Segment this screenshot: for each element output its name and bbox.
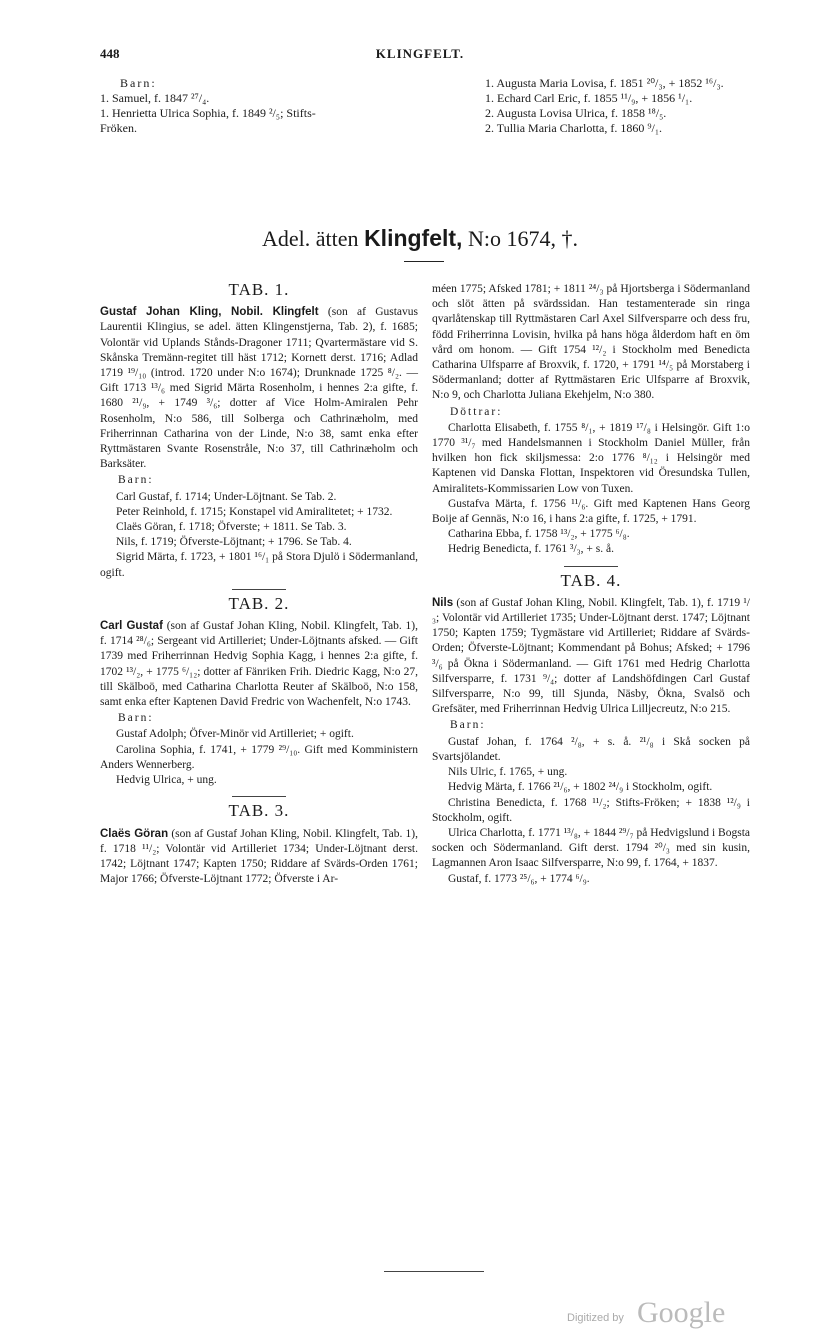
tab3-heading: TAB. 3. xyxy=(228,801,290,821)
tab1-body xyxy=(100,305,418,472)
watermark-digitized: Digitized by xyxy=(567,1312,624,1324)
list-item: 2. Tullia Maria Charlotta, f. 1860 ⁹/₁. xyxy=(485,121,663,135)
bottom-rule xyxy=(384,1271,484,1272)
tab3-name: Claës Göran xyxy=(100,827,169,840)
family-prefix: Adel. ätten xyxy=(262,226,359,251)
list-item: Hedvig Ulrica, + ung. xyxy=(116,774,217,787)
list-item: 1. Echard Carl Eric, f. 1855 ¹¹/₉, + 1856 ¹/₁. xyxy=(485,91,693,105)
tab1-text: (son af Gustavus Laurentii Klingius, se adel. ätten Klingenstjerna, Tab. 2), f. 1685; Volontär vid Uplands Stånds-Dragoner 1711; Qvartermästare vid S. Skånska Tremänn-regitet till häst 1712; Kornett derst. 1716; Adlad 1719 ¹⁹/₁₀ (introd. 1720 under N:o 1674); Drunknade 1725 ⁸/₂. — Gift 1713 ¹³/₆ med Sigrid Märta Rosenholm, i hennes 2:a gifte, f. 1680 ²¹/₉, + 1749 ³/₆; dotter af Vice Holm-Amiralen Pehr Rosenholm, N:o 586, till Solberga och Cathrinæholm, med Friherrinnan Catharina von der Linde, N:o 38, samt enka efter Ryttmästaren Svante Rosenstråle, N:o 37, till Cathrinæholm och Barksäter. xyxy=(100,306,419,471)
list-item: Hedvig Märta, f. 1766 ²¹/₆, + 1802 ²⁴/₉ i Stockholm, ogift. xyxy=(448,781,713,794)
tab4-heading: TAB. 4. xyxy=(560,570,622,590)
list-item: 1. Augusta Maria Lovisa, f. 1851 ²⁰/₃, + 1852 ¹⁶/₃. xyxy=(485,76,724,90)
top-right-list xyxy=(485,76,750,136)
tab2-text: (son af Gustaf Johan Kling, Nobil. Klingfelt, Tab. 1), f. 1714 ²⁸/₆; Sergeant vid Artilleriet; Under-Löjtnants afsked. — Gift 1739 med Friherrinnan Hedvig Sophia Kagg, i hennes 2:a gifte, f. 1702 ¹³/₂, + 1775 ⁶/₁₂; dotter af Fänriken Frih. Diedric Kagg, N:o 27, till Skälboö, med Catharina Charlotta Reuter af Skälboö, N:o 158, samt enka efter Kaptenen David Fredric von Wachenfelt, N:o 1743. xyxy=(100,620,418,709)
tab4-body xyxy=(432,596,750,718)
tab1-children-label: Barn: xyxy=(118,474,154,487)
family-name: Klingfelt, xyxy=(364,225,463,251)
list-item: Sigrid Märta, f. 1723, + 1801 ¹⁶/₁ på Stora Djulö i Södermanland, ogift. xyxy=(100,551,418,579)
section-divider xyxy=(232,796,286,797)
right-column xyxy=(432,282,750,887)
watermark-brand: Google xyxy=(637,1296,726,1329)
tab2-name: Carl Gustaf xyxy=(100,620,163,633)
tab3-text: (son af Gustaf Johan Kling, Nobil. Klingfelt, Tab. 1), f. 1718 ¹¹/₂; Volontär vid Artilleriet 1734; Under-Löjtnant derst. 1742; Löjtnant 1747; Kapten 1750; Riddare af Svärds-Orden 1761; Major 1766; Öfverste-Löjtnant 1772; Öfverste i Ar- xyxy=(100,827,418,886)
list-item: Peter Reinhold, f. 1715; Konstapel vid Amiralitetet; + 1732. xyxy=(116,505,393,518)
list-item: Carl Gustaf, f. 1714; Under-Löjtnant. Se Tab. 2. xyxy=(116,490,337,503)
family-suffix: N:o 1674, †. xyxy=(467,226,578,251)
tab3-body xyxy=(100,827,418,888)
tab4-text: (son af Gustaf Johan Kling, Nobil. Klingfelt, Tab. 1), f. 1719 ¹/₃; Volontär vid Artilleriet 1735; Under-Löjtnant derst. 1747; Löjtnant 1750; Kapten 1759; Tygmästare vid Artilleriet; Riddare af Svärds-Orden; Öfverste-Löjtnant; Kommendant på Bohus; Afsked; + 1796 ³/₆ på Ökna i Södermanland. — Gift 1761 med Hedrig Charlotta Silfversparre, f. 1731 ⁹/₄; dotter af Landshöfdingen Carl Gustaf Silfversparre, N:o 99, till Sjunda, Näsby, Ökna, Svalsö och Grefsäter, med Friherrinnan Hedvig Ulrica Lilljecreutz, N:o 215. xyxy=(432,596,751,716)
top-left-list xyxy=(100,76,450,136)
running-title: KLINGFELT. xyxy=(375,46,465,61)
title-rule xyxy=(404,261,444,262)
list-item: Catharina Ebba, f. 1758 ¹³/₂, + 1775 ⁶/₈. xyxy=(448,528,630,541)
running-head xyxy=(100,46,740,66)
list-item: 1. Henrietta Ulrica Sophia, f. 1849 ²/₅; Stifts- xyxy=(100,106,316,120)
list-item: Charlotta Elisabeth, f. 1755 ⁸/₁, + 1819 ¹⁷/₈ i Helsingör. Gift 1:o 1770 ³¹/₇ med Handelsmannen i Stockholm Daniel Müller, från hvilken hon fick skiljsmessa: 2:o 1776 ⁸/₁₂ i Helsingör med Kaptenen vid Danska Flottan, Inspektoren vid Öresundska Tullen, Amiralitets-Kommissarien Low von Tuxen. xyxy=(432,421,750,495)
barn-label: Barn: xyxy=(120,76,157,90)
tab4-children-label: Barn: xyxy=(450,719,486,732)
list-item: Gustaf, f. 1773 ²⁵/₆, + 1774 ⁶/₉. xyxy=(448,872,590,885)
list-item: Gustaf Johan, f. 1764 ²/₈, + s. å. ²¹/₈ i Skå socken på Svartsjölandet. xyxy=(432,735,750,763)
section-divider xyxy=(232,589,286,590)
list-item: 2. Augusta Lovisa Ulrica, f. 1858 ¹⁸/₅. xyxy=(485,106,667,120)
section-divider xyxy=(564,566,618,567)
list-item: Gustaf Adolph; Öfver-Minör vid Artilleriet; + ogift. xyxy=(116,728,354,741)
tab4-name: Nils xyxy=(432,596,454,609)
tab2-heading: TAB. 2. xyxy=(228,593,290,613)
digitized-watermark xyxy=(567,1296,747,1336)
list-item: Gustafva Märta, f. 1756 ¹¹/₆. Gift med Kaptenen Hans Georg Boije af Gennäs, N:o 16, i hans 2:a gifte, f. 1725, + 1791. xyxy=(432,497,750,526)
list-item: Christina Benedicta, f. 1768 ¹¹/₂; Stifts-Fröken; + 1838 ¹²/₉ i Stockholm, ogift. xyxy=(432,796,750,824)
list-item: Nils, f. 1719; Öfverste-Löjtnant; + 1796. Se Tab. 4. xyxy=(116,536,352,549)
tab1-name: Gustaf Johan Kling, Nobil. Klingfelt xyxy=(100,306,319,319)
list-item: Hedrig Benedicta, f. 1761 ³/₃, + s. å. xyxy=(448,543,614,556)
tab1-heading: TAB. 1. xyxy=(228,280,290,299)
list-item: Nils Ulric, f. 1765, + ung. xyxy=(448,766,568,779)
daughters-label: Döttrar: xyxy=(450,405,503,418)
tab2-body xyxy=(100,619,418,710)
left-column xyxy=(100,282,418,887)
tab2-children-label: Barn: xyxy=(118,712,154,725)
page-number: 448 xyxy=(100,46,120,61)
list-item: Ulrica Charlotta, f. 1771 ¹³/₈, + 1844 ²⁹/₇ på Hedvigslund i Bogsta socken och Södermanland. Gift derst. 1794 ²⁰/₃ med sin kusin, Lagmannen Aron Isaac Silfversparre, N:o 99, f. 1764, + 1837. xyxy=(432,826,750,870)
list-item: 1. Samuel, f. 1847 ²⁷/₄. xyxy=(100,91,210,105)
tab3-continuation: méen 1775; Afsked 1781; + 1811 ²⁴/₃ på Hjortsberga i Södermanland och slöt ätten på svärdssidan. Han testamenterade sin ringa qvarlåtenskap till Ryttmästaren Carl Axel Silfversparre och dess fru, född Friherrinna Lovisin, hvilka på hans höga ålderdom haft en öm vård om honom. — Gift 1754 ¹²/₂ i Stockholm med Benedicta Catharina Ulfsparre af Broxvik, f. 1720, + 1791 ¹⁴/₅ på Morstaberg i Södermanland; dotter af Ryttmästaren Eric Ulfsparre af Broxvik, N:o 9, och Charlotta Juliana Ekehjelm, N:o 380. xyxy=(432,283,750,402)
list-item: Fröken. xyxy=(100,121,137,135)
family-title xyxy=(100,225,740,252)
list-item: Claës Göran, f. 1718; Öfverste; + 1811. Se Tab. 3. xyxy=(116,521,347,534)
list-item: Carolina Sophia, f. 1741, + 1779 ²⁹/₁₀. Gift med Komministern Anders Wennerberg. xyxy=(100,743,418,771)
